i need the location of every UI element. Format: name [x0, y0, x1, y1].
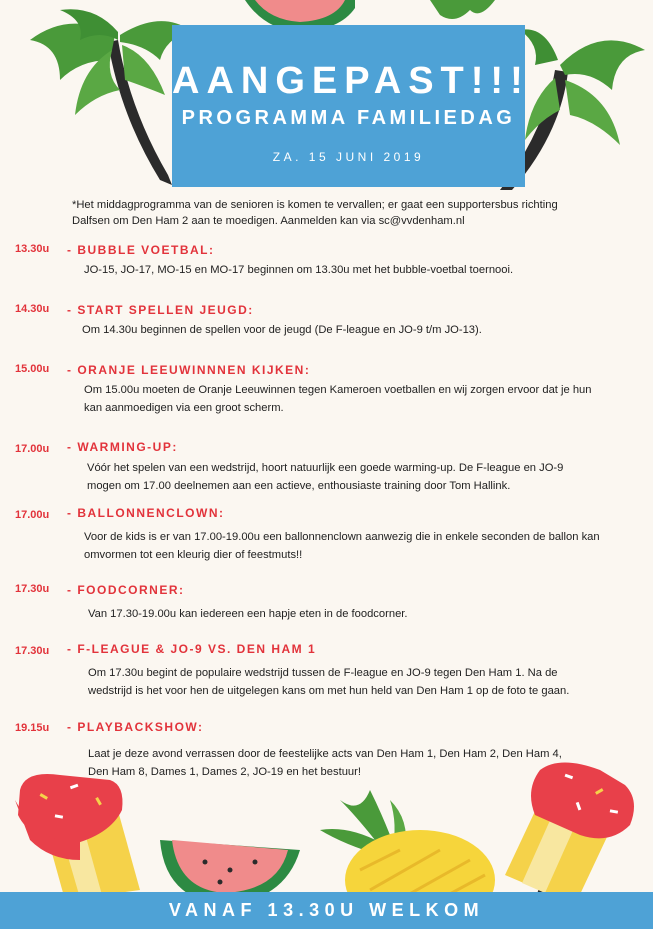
- schedule-time: 15.00u: [15, 363, 50, 375]
- schedule-description: Om 17.30u begint de populaire wedstrijd tussen de F-league en JO-9 tegen Den Ham 1. Na de wedstrijd is het voor hen de uitgelegen kans om met hun held van Den Ham 1 op de foto te gaan.: [88, 667, 570, 697]
- schedule-heading: - F-LEAGUE & JO-9 VS. DEN HAM 1: [67, 642, 317, 656]
- notice-text: *Het middagprogramma van de senioren is komen te vervallen; er gaat een supportersbus richting Dalfsen om Den Ham 2 aan te moedigen. Aanmelden kan via sc@vvdenham.nl: [72, 199, 558, 227]
- palm-tree-left-icon: [30, 9, 190, 185]
- schedule-description: Om 14.30u beginnen de spellen voor de jeugd (De F-league en JO-9 t/m JO-13).: [82, 324, 482, 336]
- schedule-description: Voor de kids is er van 17.00-19.00u een ballonnenclown aanwezig die in enkele seconden de ballon kan omvormen tot een kleurig dier of feestmuts!!: [84, 531, 600, 561]
- page-title: AANGEPAST!!!: [172, 60, 530, 102]
- schedule-heading: - BUBBLE VOETBAL:: [67, 243, 215, 257]
- schedule-description: Laat je deze avond verrassen door de feestelijke acts van Den Ham 1, Den Ham 2, Den Ham 4, Den Ham 8, Dames 1, Dames 2, JO-19 en het bestuur!: [88, 748, 562, 778]
- schedule-description: JO-15, JO-17, MO-15 en MO-17 beginnen om 13.30u met het bubble-voetbal toernooi.: [84, 264, 514, 276]
- schedule-description: Vóór het spelen van een wedstrijd, hoort natuurlijk een goede warming-up. De F-league en JO-9 mogen om 17.00 deelnemen aan een actieve, enthousiaste training door Tom Hallink.: [87, 462, 564, 492]
- footer-banner: VANAF 13.30U WELKOM: [0, 892, 653, 929]
- schedule-time: 14.30u: [15, 303, 50, 315]
- header-banner: [172, 25, 530, 187]
- schedule-description: Om 15.00u moeten de Oranje Leeuwinnen tegen Kameroen voetballen en wij zorgen ervoor dat je hun kan aanmoedigen via een groot scherm.: [84, 384, 592, 414]
- schedule-time: 19.15u: [15, 722, 50, 734]
- schedule-time: 17.00u: [15, 509, 50, 521]
- schedule-heading: - BALLONNENCLOWN:: [67, 506, 225, 520]
- schedule-time: 17.30u: [15, 583, 50, 595]
- schedule-time: 13.30u: [15, 243, 50, 255]
- page-subtitle: PROGRAMMA FAMILIEDAG: [181, 107, 516, 129]
- schedule-time: 17.00u: [15, 443, 50, 455]
- schedule-description: Van 17.30-19.00u kan iedereen een hapje eten in de foodcorner.: [88, 608, 408, 620]
- event-date: ZA. 15 JUNI 2019: [272, 150, 425, 164]
- schedule-heading: - WARMING-UP:: [67, 440, 178, 454]
- schedule-heading: - PLAYBACKSHOW:: [67, 720, 204, 734]
- schedule-heading: - ORANJE LEEUWINNNEN KIJKEN:: [67, 363, 311, 377]
- schedule-time: 17.30u: [15, 645, 50, 657]
- schedule-heading: - FOODCORNER:: [67, 583, 185, 597]
- schedule-heading: - START SPELLEN JEUGD:: [67, 303, 254, 317]
